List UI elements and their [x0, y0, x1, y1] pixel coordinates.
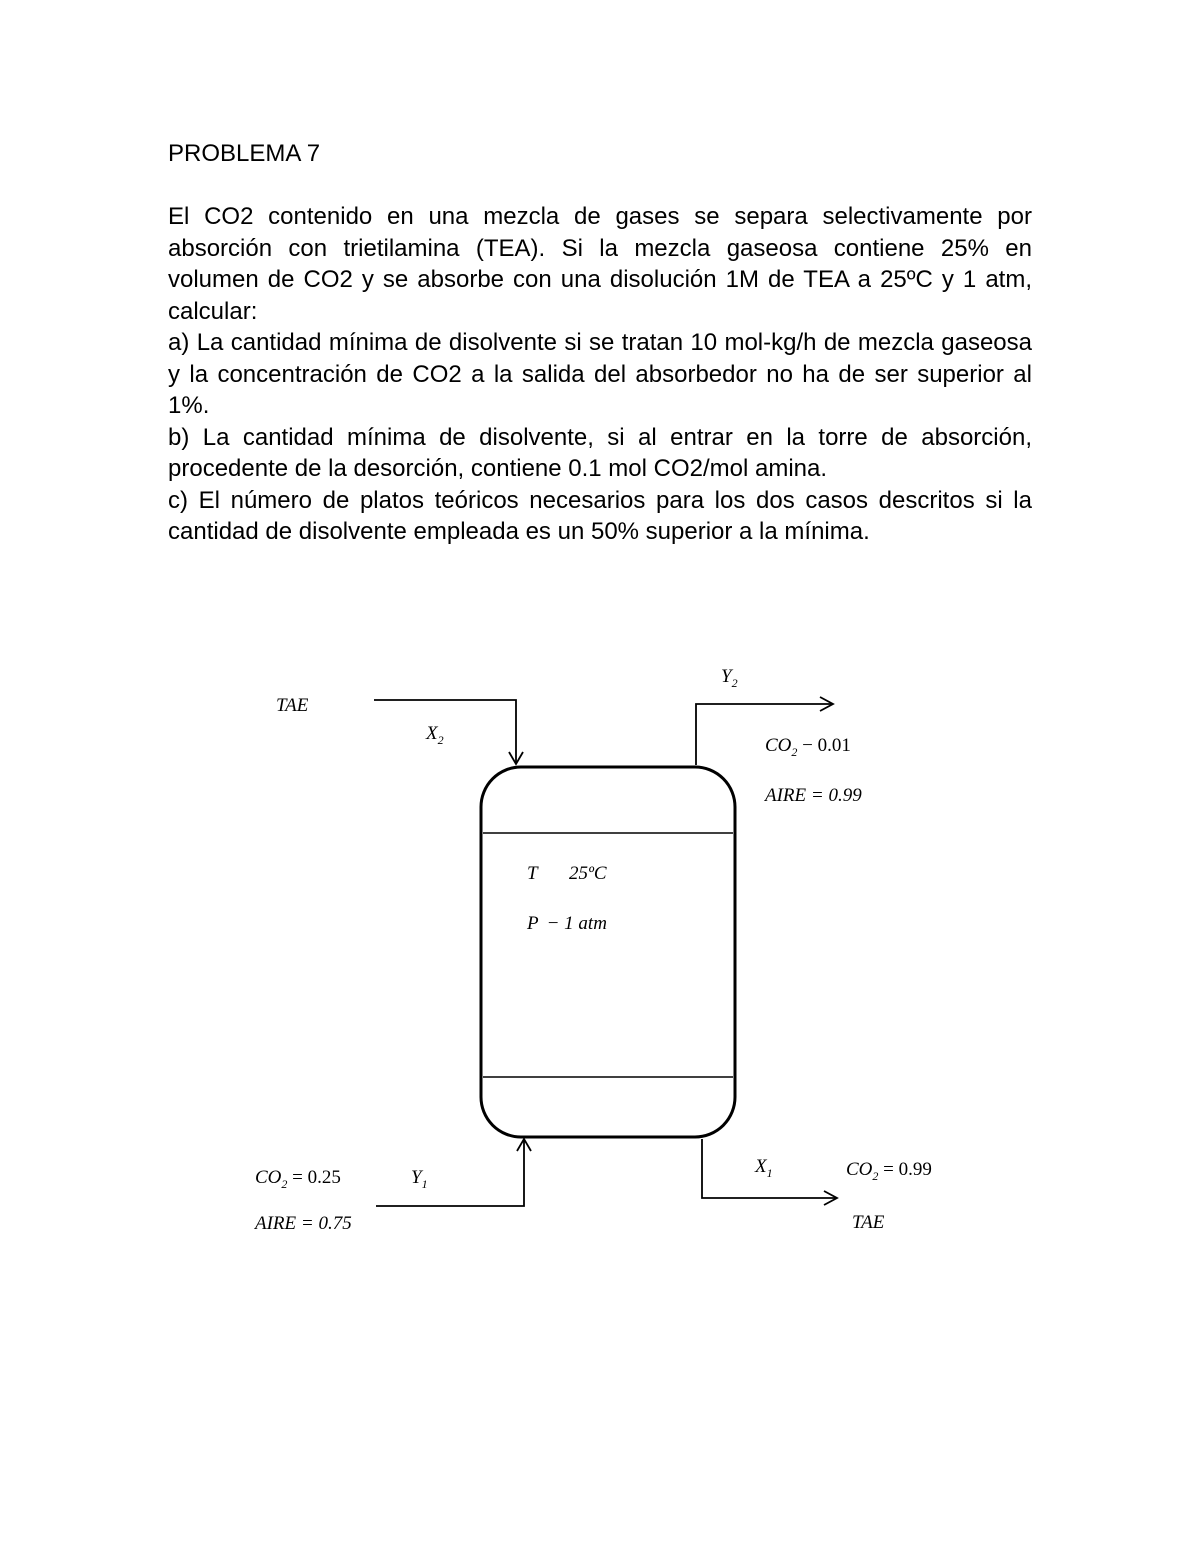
- x2-label: [425, 723, 444, 747]
- y2-sub: 2: [731, 676, 738, 690]
- tae-inlet-label: TAE: [276, 695, 309, 716]
- y1-sub: 1: [421, 1177, 428, 1191]
- top-co2-label: [765, 735, 851, 759]
- top-aire-label: AIRE = 0.99: [765, 785, 862, 806]
- tower-vessel: [481, 767, 735, 1137]
- problem-intro: El CO2 contenido en una mezcla de gases se separa selectivamente por absorción con trietilamina (TEA). Si la mezcla gaseosa contiene 25% en volumen de CO2 y se absorbe con una disolución 1M de TEA a 25ºC y 1 atm, calcular:: [168, 203, 1032, 325]
- y1-label: [411, 1167, 428, 1191]
- bottom-co2-value: = 0.25: [287, 1167, 341, 1188]
- x2-main: X: [426, 723, 438, 744]
- x1-main: X: [755, 1156, 767, 1177]
- temperature-label: [527, 863, 607, 884]
- outlet-co2-sub: 2: [872, 1169, 879, 1183]
- x2-sub: 2: [437, 733, 444, 747]
- pressure-symbol: P: [527, 913, 539, 934]
- outlet-co2-main: CO: [846, 1159, 873, 1180]
- top-co2-value: − 0.01: [797, 735, 851, 756]
- tae-outlet-label: TAE: [852, 1212, 885, 1233]
- x1-sub: 1: [766, 1166, 773, 1180]
- bottom-co2-sub: 2: [281, 1177, 288, 1191]
- solvent-inlet-line: [374, 700, 516, 762]
- bottom-co2-label: [255, 1167, 341, 1191]
- top-co2-main: CO: [765, 735, 792, 756]
- x1-label: [754, 1156, 773, 1180]
- problem-item-b: b) La cantidad mínima de disolvente, si al entrar en la torre de absorción, procedente de la desorción, contiene 0.1 mol CO2/mol amina.: [168, 423, 1032, 482]
- pressure-label: [526, 913, 607, 934]
- bottom-aire-label: AIRE = 0.75: [255, 1213, 352, 1234]
- outlet-co2-value: = 0.99: [878, 1159, 932, 1180]
- problem-title: PROBLEMA 7: [168, 140, 321, 167]
- gas-inlet-line: [376, 1141, 524, 1206]
- bottom-co2-main: CO: [255, 1167, 282, 1188]
- y1-main: Y: [411, 1167, 422, 1188]
- top-co2-sub: 2: [791, 745, 798, 759]
- temperature-symbol: T: [527, 863, 538, 884]
- y2-main: Y: [721, 666, 732, 687]
- temperature-value: 25ºC: [569, 863, 607, 884]
- problem-item-a: a) La cantidad mínima de disolvente si se tratan 10 mol-kg/h de mezcla gaseosa y la concentración de CO2 a la salida del absorbedor no ha de ser superior al 1%.: [168, 329, 1032, 419]
- problem-item-c: c) El número de platos teóricos necesarios para los dos casos descritos si la cantidad de disolvente empleada es un 50% superior a la mínima.: [168, 486, 1032, 545]
- outlet-co2-label: [846, 1159, 932, 1183]
- pressure-value: − 1 atm: [546, 913, 607, 934]
- y2-label: [721, 666, 738, 690]
